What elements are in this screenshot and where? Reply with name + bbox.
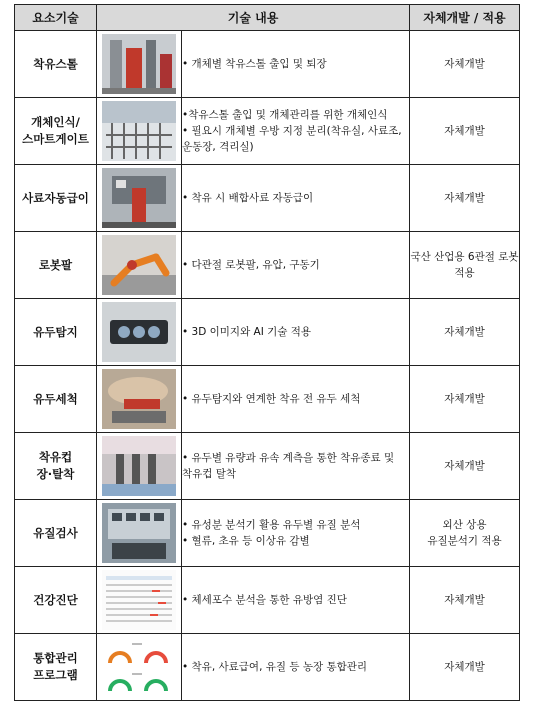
- element-tech-name: [15, 165, 97, 232]
- development-status: [410, 366, 520, 433]
- milking-cup-photo-icon: [102, 436, 176, 496]
- development-status-line: 자체개발: [444, 661, 485, 673]
- technology-table: [14, 4, 520, 701]
- development-status-line: 자체개발: [444, 326, 485, 338]
- element-tech-name: [15, 98, 97, 165]
- tech-description-line: • 필요시 개체별 우방 지정 분리(착유실, 사료조, 운동장, 격리실): [182, 125, 402, 153]
- element-tech-name-line: 유질검사: [33, 525, 78, 540]
- tech-image-cell: [97, 165, 182, 232]
- table-row: [15, 567, 520, 634]
- development-status: [410, 567, 520, 634]
- smart-gate-photo-icon: [102, 101, 176, 161]
- element-tech-name-line: 유두탐지: [33, 324, 78, 339]
- tech-description: [182, 232, 410, 299]
- tech-description-line: • 유두탐지와 연계한 착유 전 유두 세척: [182, 393, 361, 405]
- tech-description: [182, 366, 410, 433]
- tech-image-cell: [97, 299, 182, 366]
- tech-description: [182, 433, 410, 500]
- teat-detection-camera-photo-icon: [102, 302, 176, 362]
- element-tech-name-line: 로봇팔: [38, 257, 73, 272]
- table-row: [15, 98, 520, 165]
- tech-description-line: • 체세포수 분석을 통한 유방염 진단: [182, 594, 347, 606]
- tech-description-line: • 다관절 로봇팔, 유압, 구동기: [182, 259, 320, 271]
- table-row: [15, 165, 520, 232]
- tech-image-cell: [97, 500, 182, 567]
- element-tech-name: [15, 366, 97, 433]
- development-status-line: 외산 상용: [442, 519, 487, 531]
- element-tech-name-line: 사료자동급이: [22, 190, 89, 205]
- element-tech-name-line: 프로그램: [33, 668, 78, 682]
- development-status: [410, 500, 520, 567]
- element-tech-name: [15, 31, 97, 98]
- tech-description: [182, 299, 410, 366]
- development-status-line: 적용: [454, 267, 475, 279]
- element-tech-name: [15, 500, 97, 567]
- tech-description: [182, 98, 410, 165]
- table-row: [15, 366, 520, 433]
- header-development-status: 자체개발 / 적용: [410, 5, 520, 31]
- robot-arm-photo-icon: [102, 235, 176, 295]
- tech-image-cell: [97, 232, 182, 299]
- tech-description: [182, 31, 410, 98]
- milk-quality-analyzer-photo-icon: [102, 503, 176, 563]
- tech-description: [182, 165, 410, 232]
- development-status-line: 국산 산업용 6관절 로봇: [410, 251, 519, 263]
- management-dashboard-gauges-icon: [102, 637, 176, 697]
- tech-description-line: • 혈류, 초유 등 이상유 감별: [182, 535, 310, 547]
- tech-image-cell: [97, 366, 182, 433]
- tech-description-line: • 착유, 사료급여, 유질 등 농장 통합관리: [182, 661, 368, 673]
- tech-description: [182, 567, 410, 634]
- development-status: [410, 165, 520, 232]
- tech-image-cell: [97, 567, 182, 634]
- element-tech-name-line: 착유컵: [38, 450, 73, 464]
- element-tech-name-line: 개체인식/: [31, 115, 80, 129]
- development-status: [410, 299, 520, 366]
- header-element-tech: 요소기술: [15, 5, 97, 31]
- milking-stall-photo-icon: [102, 34, 176, 94]
- element-tech-name-line: 통합관리: [33, 651, 78, 665]
- tech-image-cell: [97, 31, 182, 98]
- element-tech-name-line: 유두세척: [33, 391, 78, 406]
- element-tech-name: [15, 232, 97, 299]
- tech-image-cell: [97, 433, 182, 500]
- development-status: [410, 98, 520, 165]
- teat-cleaning-photo-icon: [102, 369, 176, 429]
- element-tech-name: [15, 634, 97, 701]
- tech-description-line: • 유두별 유량과 유속 계측을 통한 착유종료 및 착유컵 탈착: [182, 452, 395, 480]
- table-row: [15, 500, 520, 567]
- auto-feeder-photo-icon: [102, 168, 176, 228]
- tech-description: [182, 500, 410, 567]
- table-header-row: [15, 5, 520, 31]
- element-tech-name: [15, 567, 97, 634]
- table-row: [15, 299, 520, 366]
- header-tech-content: 기술 내용: [97, 5, 410, 31]
- table-row: [15, 232, 520, 299]
- development-status: [410, 232, 520, 299]
- element-tech-name: [15, 299, 97, 366]
- element-tech-name: [15, 433, 97, 500]
- element-tech-name-line: 건강진단: [33, 592, 78, 607]
- table-row: [15, 634, 520, 701]
- development-status: [410, 634, 520, 701]
- development-status-line: 자체개발: [444, 58, 485, 70]
- table-row: [15, 31, 520, 98]
- development-status-line: 자체개발: [444, 192, 485, 204]
- development-status-line: 자체개발: [444, 393, 485, 405]
- element-tech-name-line: 스마트게이트: [22, 132, 89, 146]
- tech-description-line: • 개체별 착유스톨 출입 및 퇴장: [182, 58, 327, 70]
- tech-description: [182, 634, 410, 701]
- tech-description-line: • 착유 시 배합사료 자동급이: [182, 192, 314, 204]
- element-tech-name-line: 착유스톨: [33, 56, 78, 71]
- table-row: [15, 433, 520, 500]
- tech-image-cell: [97, 98, 182, 165]
- development-status-line: 자체개발: [444, 594, 485, 606]
- development-status-line: 자체개발: [444, 460, 485, 472]
- development-status-line: 유질분석기 적용: [427, 535, 502, 547]
- health-diagnosis-screenshot-icon: [102, 570, 176, 630]
- tech-image-cell: [97, 634, 182, 701]
- tech-description-line: • 유성분 분석기 활용 유두별 유질 분석: [182, 519, 361, 531]
- element-tech-name-line: 장·탈착: [36, 467, 75, 481]
- development-status: [410, 31, 520, 98]
- tech-description-line: • 3D 이미지와 AI 기술 적용: [182, 326, 312, 338]
- development-status: [410, 433, 520, 500]
- development-status-line: 자체개발: [444, 125, 485, 137]
- tech-description-line: •착유스톨 출입 및 개체관리를 위한 개체인식: [182, 109, 388, 121]
